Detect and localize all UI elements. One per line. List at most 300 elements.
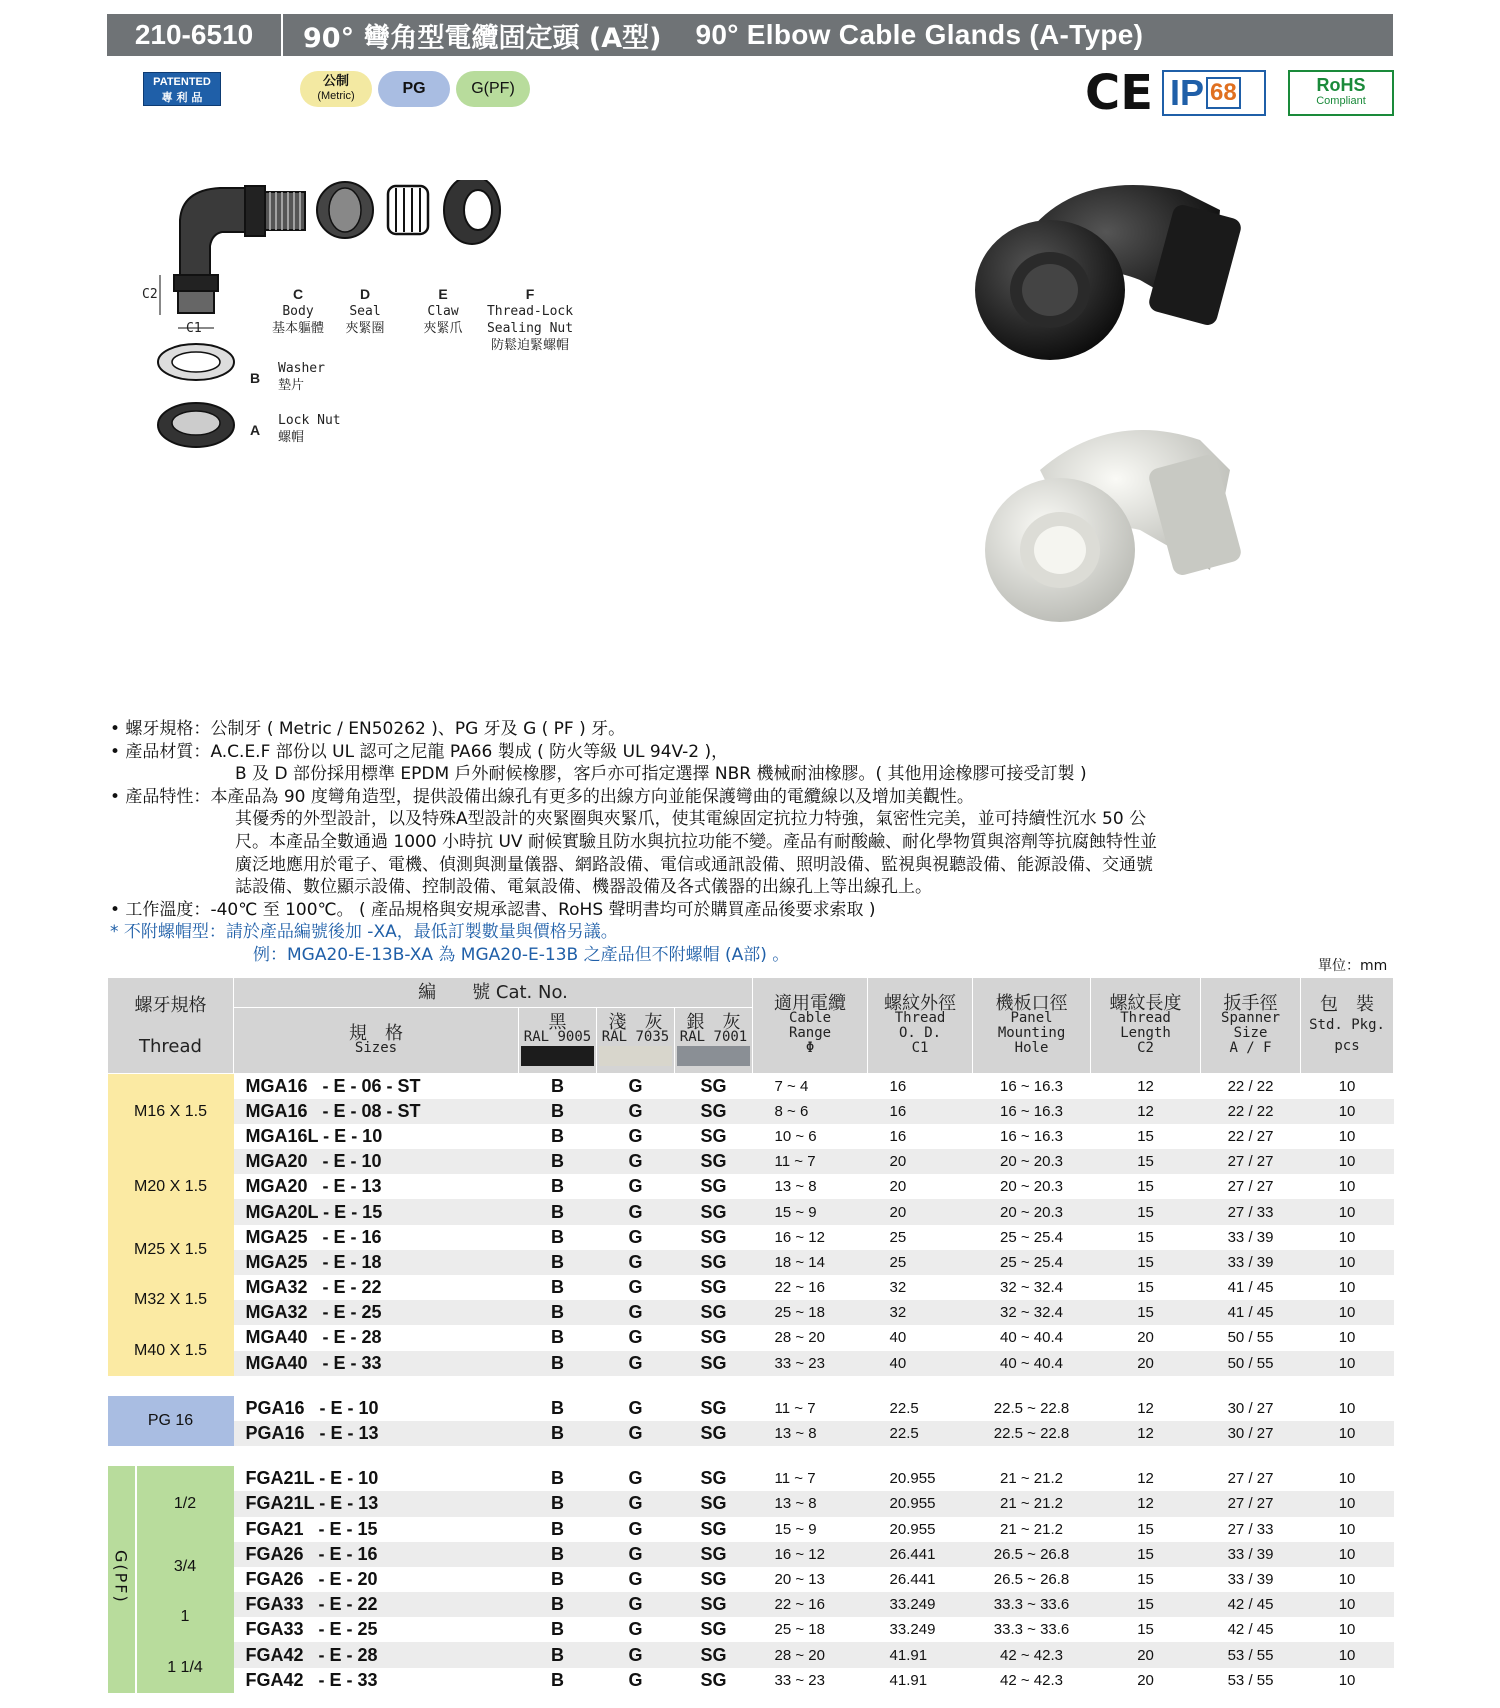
pkg-zh: 包 裝 [1320, 994, 1375, 1015]
thread-od: 20 [868, 1199, 973, 1224]
part-d [330, 286, 400, 337]
spanner-size: 50 / 55 [1201, 1351, 1301, 1376]
thread-od-header [868, 978, 973, 1074]
material-line2: B 及 D 部份採用標準 EPDM 戶外耐候橡膠，客戶亦可指定選擇 NBR 機械耐油橡膠。( 其他用途橡膠可接受訂製 ) [235, 764, 1087, 785]
light-gray-code: G [628, 1176, 643, 1197]
part-f-en1: Thread-Lock [486, 304, 574, 319]
part-f-en2: Sealing Nut [486, 321, 574, 336]
panel-hole: 16 ~ 16.3 [1000, 1077, 1064, 1095]
cat-no-header: 編 號 Cat. No. [234, 978, 753, 1008]
cable-range: 22 ~ 16 [774, 1279, 825, 1297]
part-a [250, 412, 360, 446]
panel-hole: 40 ~ 40.4 [1000, 1329, 1064, 1347]
ce-mark: CE [1085, 65, 1154, 121]
black-code: B [519, 1149, 597, 1174]
light-gray-code: G [628, 1669, 643, 1690]
table-row [108, 1174, 1394, 1199]
std-pkg: 10 [1338, 1329, 1356, 1347]
thread-od: 20 [868, 1149, 973, 1174]
cat-no: FGA26 - E - 20 [245, 1568, 378, 1589]
cat-no: FGA21L - E - 13 [234, 1491, 519, 1516]
od-en1: Thread [894, 1009, 946, 1026]
cat-no: FGA21 - E - 15 [245, 1518, 378, 1539]
part-d-letter: D [359, 286, 371, 302]
black-code: B [551, 1669, 564, 1690]
thread-length: 15 [1137, 1178, 1154, 1196]
sp-en3: A / F [1229, 1039, 1272, 1056]
thread-od: 20 [889, 1178, 907, 1196]
cable-range: 8 ~ 6 [753, 1099, 868, 1124]
sp-zh: 扳手徑 [1223, 992, 1278, 1014]
cat-no: MGA25 - E - 18 [234, 1250, 519, 1275]
silver-gray-code: SG [675, 1542, 753, 1567]
std-pkg: 10 [1301, 1542, 1394, 1567]
cable-range: 13 ~ 8 [774, 1178, 817, 1196]
black-code: B [519, 1491, 597, 1516]
exploded-parts-diagram [142, 180, 590, 460]
sizes-zh: 規 格 [349, 1022, 403, 1044]
unit-label: 單位：mm [1318, 958, 1388, 974]
thread-od: 33.249 [889, 1621, 936, 1639]
thread-od: 26.441 [868, 1542, 973, 1567]
light-gray-code: G [628, 1075, 643, 1096]
black-code: B [551, 1397, 564, 1418]
table-row [108, 1542, 1394, 1567]
thread-group-g-size: 1 [136, 1592, 234, 1642]
panel-hole: 25 ~ 25.4 [973, 1250, 1091, 1275]
panel-hole: 21 ~ 21.2 [1000, 1470, 1064, 1488]
thread-od: 41.91 [889, 1671, 928, 1689]
cable-range: 18 ~ 14 [753, 1250, 868, 1275]
thread-od: 20.955 [889, 1520, 936, 1538]
thread-length: 12 [1091, 1491, 1201, 1516]
thread-length: 12 [1091, 1099, 1201, 1124]
panel-hole: 21 ~ 21.2 [973, 1491, 1091, 1516]
cable-range: 20 ~ 13 [774, 1570, 825, 1588]
silver-gray-code: SG [700, 1327, 727, 1348]
silver-gray-code: SG [700, 1277, 727, 1298]
thread-od: 32 [868, 1300, 973, 1325]
table-row [108, 1300, 1394, 1325]
thread-od: 33.249 [868, 1592, 973, 1617]
silver-gray-code: SG [700, 1397, 727, 1418]
pkg-en2: pcs [1334, 1038, 1360, 1054]
cable-range: 11 ~ 7 [753, 1149, 868, 1174]
part-b-en: Washer [278, 361, 325, 376]
silver-gray-code: SG [700, 1226, 727, 1247]
thread-length: 20 [1091, 1351, 1201, 1376]
thread-od: 16 [889, 1127, 907, 1145]
thread-od: 32 [889, 1279, 907, 1297]
part-c-en: Body [282, 304, 314, 319]
silver-gray-code: SG [700, 1619, 727, 1640]
thread-header [108, 978, 234, 1074]
cat-no: MGA20 - E - 10 [234, 1149, 519, 1174]
std-pkg: 10 [1338, 1178, 1356, 1196]
black-code: B [519, 1351, 597, 1376]
thread-group-metric: M32 X 1.5 [108, 1275, 234, 1325]
sizes-header [234, 1008, 519, 1074]
cable-range: 13 ~ 8 [753, 1491, 868, 1516]
spanner-size: 27 / 33 [1227, 1520, 1274, 1538]
title-zh: 90° 彎角型電纜固定頭 (A型) [303, 22, 662, 54]
panel-hole: 32 ~ 32.4 [973, 1300, 1091, 1325]
panel-hole: 21 ~ 21.2 [1000, 1520, 1064, 1538]
spanner-size: 27 / 27 [1227, 1470, 1274, 1488]
cable-range: 33 ~ 23 [753, 1351, 868, 1376]
black-code: B [519, 1250, 597, 1275]
table-row [108, 1592, 1394, 1617]
spanner-size: 22 / 22 [1201, 1099, 1301, 1124]
silver-gray-code: SG [700, 1568, 727, 1589]
light-gray-code: G [597, 1250, 675, 1275]
black-header [519, 1008, 597, 1074]
c1-label: C1 [186, 321, 202, 336]
cable-range: 25 ~ 18 [774, 1621, 825, 1639]
part-e [408, 286, 478, 337]
table-row [108, 1421, 1394, 1446]
table-row [108, 1124, 1394, 1149]
black-code: B [519, 1199, 597, 1224]
std-pkg: 10 [1301, 1099, 1394, 1124]
table-row [108, 1466, 1394, 1491]
silver-gray-code: SG [675, 1149, 753, 1174]
silver-gray-header [675, 1008, 753, 1074]
feature-line5: 誌設備、數位顯示設備、控制設備、電氣設備、機器設備及各式儀器的出線孔上等出線孔上。 [235, 877, 932, 898]
table-row [108, 1351, 1394, 1376]
black-code: B [551, 1075, 564, 1096]
sp-en1: Spanner [1221, 1009, 1281, 1026]
cat-no: MGA32 - E - 22 [245, 1277, 382, 1298]
cat-no: MGA40 - E - 33 [234, 1351, 519, 1376]
std-pkg: 10 [1301, 1149, 1394, 1174]
cable-range: 10 ~ 6 [774, 1127, 817, 1145]
metric-zh: 公制 [322, 74, 349, 89]
panel-hole: 20 ~ 20.3 [973, 1199, 1091, 1224]
cable-range: 25 ~ 18 [753, 1300, 868, 1325]
cable-range: 11 ~ 7 [774, 1470, 816, 1488]
cable-range: 16 ~ 12 [753, 1542, 868, 1567]
part-f-zh: 防鬆迫緊螺帽 [490, 338, 569, 353]
thread-od: 22.5 [868, 1421, 973, 1446]
panel-hole: 20 ~ 20.3 [1000, 1178, 1064, 1196]
thread-group-g-size: 3/4 [136, 1542, 234, 1592]
len-en2: Length [1120, 1024, 1171, 1041]
cable-zh: 適用電纜 [774, 992, 847, 1014]
thread-length: 12 [1137, 1077, 1154, 1095]
cat-no: MGA20L - E - 15 [234, 1199, 519, 1224]
len-zh: 螺紋長度 [1109, 992, 1182, 1014]
sgray-zh: 銀 灰 [686, 1012, 741, 1033]
spanner-size: 27 / 27 [1201, 1491, 1301, 1516]
black-code: B [551, 1277, 564, 1298]
silver-gray-code: SG [675, 1250, 753, 1275]
material-key: • 產品材質： [110, 741, 211, 762]
g-pf-badge: G(PF) [456, 71, 530, 107]
panel-hole: 32 ~ 32.4 [1000, 1279, 1064, 1297]
std-pkg: 10 [1338, 1671, 1356, 1689]
product-code: 210-6510 [107, 14, 283, 56]
thread-group-metric: M16 X 1.5 [108, 1074, 234, 1150]
light-gray-code: G [628, 1518, 643, 1539]
cable-range: 33 ~ 23 [774, 1671, 825, 1689]
table-row [108, 1617, 1394, 1642]
black-code: B [551, 1226, 564, 1247]
light-gray-code: G [597, 1199, 675, 1224]
thread-od: 26.441 [889, 1570, 936, 1588]
light-gray-code: G [597, 1099, 675, 1124]
light-gray-code: G [628, 1468, 643, 1489]
thread-od: 25 [868, 1250, 973, 1275]
thread-group-metric: M20 X 1.5 [108, 1149, 234, 1225]
od-en2: O. D. [898, 1024, 942, 1041]
light-gray-code: G [597, 1300, 675, 1325]
std-pkg: 10 [1301, 1421, 1394, 1446]
silver-gray-code: SG [700, 1125, 727, 1146]
thread-length: 12 [1137, 1399, 1154, 1417]
silver-gray-code: SG [700, 1518, 727, 1539]
thread-od: 20.955 [868, 1491, 973, 1516]
table-row [108, 1517, 1394, 1542]
od-zh: 螺紋外徑 [884, 992, 957, 1014]
gap-cell [108, 1376, 1394, 1396]
thread-length: 15 [1091, 1542, 1201, 1567]
silver-gray-code: SG [675, 1099, 753, 1124]
thread-length: 20 [1137, 1329, 1154, 1347]
cable-range: 15 ~ 9 [753, 1199, 868, 1224]
panel-hole: 16 ~ 16.3 [1000, 1127, 1064, 1145]
thread-group-g-pf [108, 1466, 136, 1693]
spanner-size: 22 / 22 [1227, 1077, 1274, 1095]
spanner-size: 50 / 55 [1227, 1329, 1274, 1347]
part-b-zh: 墊片 [278, 378, 305, 393]
std-pkg: 10 [1338, 1228, 1356, 1246]
panel-hole: 20 ~ 20.3 [973, 1149, 1091, 1174]
cat-no: FGA42 - E - 33 [245, 1669, 378, 1690]
black-code: B [519, 1592, 597, 1617]
cat-no: FGA21L - E - 10 [245, 1468, 379, 1489]
light-gray-code: G [628, 1277, 643, 1298]
no-nut-example: 例：MGA20-E-13B-XA 為 MGA20-E-13B 之產品但不附螺帽 (A部) 。 [253, 944, 790, 965]
silver-gray-code: SG [675, 1199, 753, 1224]
feature-line3: 尺。本產品全數通過 1000 小時抗 UV 耐候實驗且防水與抗拉功能不變。產品有耐酸鹼、耐化學物質與溶劑等抗腐蝕特性並 [235, 831, 1157, 852]
table-row [108, 1199, 1394, 1224]
table-row [108, 1074, 1394, 1099]
black-code: B [519, 1300, 597, 1325]
thread-group-metric: M25 X 1.5 [108, 1225, 234, 1275]
panel-hole: 26.5 ~ 26.8 [973, 1542, 1091, 1567]
silver-gray-code: SG [700, 1669, 727, 1690]
part-b [250, 360, 340, 394]
table-row [108, 1567, 1394, 1592]
spanner-size: 27 / 27 [1227, 1178, 1274, 1196]
len-en3: C2 [1137, 1039, 1154, 1056]
silver-gray-code: SG [675, 1421, 753, 1446]
thread-length: 20 [1137, 1671, 1154, 1689]
std-pkg: 10 [1338, 1621, 1356, 1639]
hole-zh: 機板口徑 [995, 992, 1068, 1014]
feature-line1: 本產品為 90 度彎角造型，提供設備出線孔有更多的出線方向並能保護彎曲的電纜線以及增加美觀性。 [210, 786, 974, 807]
thread-od: 25 [889, 1228, 907, 1246]
cable-range: 11 ~ 7 [774, 1399, 816, 1417]
g-pf-vertical-label: G(PF) [111, 1550, 131, 1604]
std-pkg: 10 [1338, 1127, 1356, 1145]
metric-en: (Metric) [317, 90, 355, 102]
cat-no: FGA26 - E - 16 [234, 1542, 519, 1567]
cat-no: MGA16 - E - 08 - ST [234, 1099, 519, 1124]
spanner-size: 27 / 33 [1201, 1199, 1301, 1224]
panel-hole: 42 ~ 42.3 [973, 1642, 1091, 1667]
thread-group-g-size: 1/2 [136, 1466, 234, 1542]
part-c [258, 286, 338, 337]
std-pkg: 10 [1338, 1470, 1356, 1488]
silver-gray-code: SG [675, 1642, 753, 1667]
black-zh: 黑 [548, 1012, 567, 1033]
table-row [108, 1099, 1394, 1124]
panel-hole: 22.5 ~ 22.8 [993, 1399, 1070, 1417]
silver-gray-code: SG [700, 1075, 727, 1096]
spanner-size: 33 / 39 [1201, 1542, 1301, 1567]
feature-line4: 廣泛地應用於電子、電機、偵測與測量儀器、網路設備、電信或通訊設備、照明設備、監視與視聽設備、能源設備、交通號 [235, 854, 1153, 875]
table-row [108, 1149, 1394, 1174]
thread-length: 15 [1091, 1199, 1201, 1224]
black-code: B [551, 1327, 564, 1348]
table-row [108, 1396, 1394, 1421]
len-en1: Thread [1120, 1009, 1171, 1026]
thread-length: 15 [1137, 1520, 1154, 1538]
black-code: B [551, 1568, 564, 1589]
light-gray-code: G [628, 1568, 643, 1589]
part-f-letter: F [525, 286, 535, 302]
temp-value: -40℃ 至 100℃。 ( 產品規格與安規承認書、RoHS 聲明書均可於購買產品後要求索取 ) [210, 899, 876, 920]
silver-gray-code: SG [675, 1300, 753, 1325]
sgray-ral: RAL 7001 [679, 1029, 748, 1045]
part-b-letter: B [250, 370, 261, 386]
table-gap [108, 1376, 1394, 1396]
lgray-ral: RAL 7035 [601, 1029, 670, 1045]
od-en3: C1 [911, 1039, 929, 1056]
part-c-zh: 基本軀體 [271, 321, 324, 336]
rohs-sub: Compliant [1316, 95, 1366, 107]
panel-hole: 42 ~ 42.3 [1000, 1671, 1064, 1689]
cat-no: MGA32 - E - 25 [234, 1300, 519, 1325]
spanner-size: 30 / 27 [1201, 1421, 1301, 1446]
black-code: B [551, 1125, 564, 1146]
thread-spec-value: 公制牙 ( Metric / EN50262 )、PG 牙及 G ( PF ) 牙。 [210, 719, 626, 739]
part-e-letter: E [438, 286, 448, 302]
thread-length: 15 [1137, 1228, 1154, 1246]
black-code: B [551, 1518, 564, 1539]
thread-length: 15 [1137, 1621, 1154, 1639]
cat-no: PGA16 - E - 10 [245, 1397, 379, 1418]
title-en: 90° Elbow Cable Glands (A-Type) [695, 19, 1144, 50]
thread-od: 16 [868, 1099, 973, 1124]
cable-en3: Φ [805, 1039, 815, 1056]
std-pkg: 10 [1338, 1520, 1356, 1538]
patent-line1: PATENTED [153, 76, 211, 88]
light-gray-code: G [628, 1125, 643, 1146]
spanner-size: 41 / 45 [1201, 1300, 1301, 1325]
spanner-size: 53 / 55 [1227, 1671, 1274, 1689]
patent-badge [143, 72, 221, 106]
pkg-en1: Std. Pkg. [1309, 1017, 1385, 1033]
table-row [108, 1325, 1394, 1350]
cable-en2: Range [788, 1024, 832, 1041]
light-gray-swatch [599, 1046, 672, 1066]
spanner-size: 42 / 45 [1227, 1621, 1274, 1639]
part-d-en: Seal [349, 304, 381, 319]
spanner-size: 33 / 39 [1227, 1570, 1274, 1588]
sizes-en: Sizes [354, 1039, 398, 1056]
cat-no: MGA25 - E - 16 [245, 1226, 382, 1247]
black-ral: RAL 9005 [523, 1029, 592, 1045]
silver-gray-code: SG [675, 1351, 753, 1376]
thread-length: 15 [1091, 1250, 1201, 1275]
black-code: B [519, 1421, 597, 1446]
sp-en2: Size [1233, 1024, 1268, 1041]
silver-gray-swatch [677, 1046, 750, 1066]
silver-gray-code: SG [675, 1592, 753, 1617]
product-description [110, 718, 1390, 967]
thread-length: 15 [1091, 1592, 1201, 1617]
light-gray-code: G [597, 1351, 675, 1376]
cable-range: 13 ~ 8 [753, 1421, 868, 1446]
part-e-zh: 夾緊爪 [423, 321, 463, 336]
black-code: B [551, 1619, 564, 1640]
light-gray-code: G [597, 1542, 675, 1567]
cable-range: 15 ~ 9 [774, 1520, 817, 1538]
thread-length: 12 [1137, 1470, 1154, 1488]
thread-length: 15 [1137, 1127, 1154, 1145]
spanner-size: 42 / 45 [1201, 1592, 1301, 1617]
temp-key: • 工作溫度： [110, 899, 211, 920]
light-gray-code: G [597, 1592, 675, 1617]
product-photos [960, 170, 1300, 690]
table-row [108, 1668, 1394, 1693]
table-row [108, 1491, 1394, 1516]
thread-length: 15 [1091, 1149, 1201, 1174]
std-pkg: 10 [1301, 1491, 1394, 1516]
spanner-size: 33 / 39 [1201, 1250, 1301, 1275]
rohs-text: RoHS [1316, 75, 1366, 95]
cat-no: FGA33 - E - 25 [245, 1619, 378, 1640]
std-pkg: 10 [1301, 1351, 1394, 1376]
spanner-size: 30 / 27 [1227, 1399, 1274, 1417]
light-gray-code: G [628, 1226, 643, 1247]
spanner-size: 53 / 55 [1201, 1642, 1301, 1667]
silver-gray-code: SG [700, 1176, 727, 1197]
material-line1: A.C.E.F 部份以 UL 認可之尼龍 PA66 製成 ( 防火等級 UL 94V-2 )， [210, 741, 729, 762]
spanner-header [1201, 978, 1301, 1074]
cat-no: FGA42 - E - 28 [234, 1642, 519, 1667]
cable-range: 22 ~ 16 [753, 1592, 868, 1617]
std-pkg: 10 [1301, 1300, 1394, 1325]
panel-hole-header [973, 978, 1091, 1074]
light-gray-code: G [597, 1421, 675, 1446]
cable-range: 28 ~ 20 [774, 1329, 825, 1347]
gap-cell [108, 1446, 1394, 1466]
thread-group-metric: M40 X 1.5 [108, 1325, 234, 1375]
std-pkg: 10 [1338, 1399, 1356, 1417]
table-row [108, 1642, 1394, 1667]
patent-line2: 專 利 品 [161, 91, 203, 104]
thread-length: 20 [1091, 1642, 1201, 1667]
thread-od: 41.91 [868, 1642, 973, 1667]
black-code: B [551, 1468, 564, 1489]
pkg-header [1301, 978, 1394, 1074]
cable-range: 7 ~ 4 [774, 1077, 809, 1095]
thread-header-en: Thread [139, 1035, 202, 1057]
